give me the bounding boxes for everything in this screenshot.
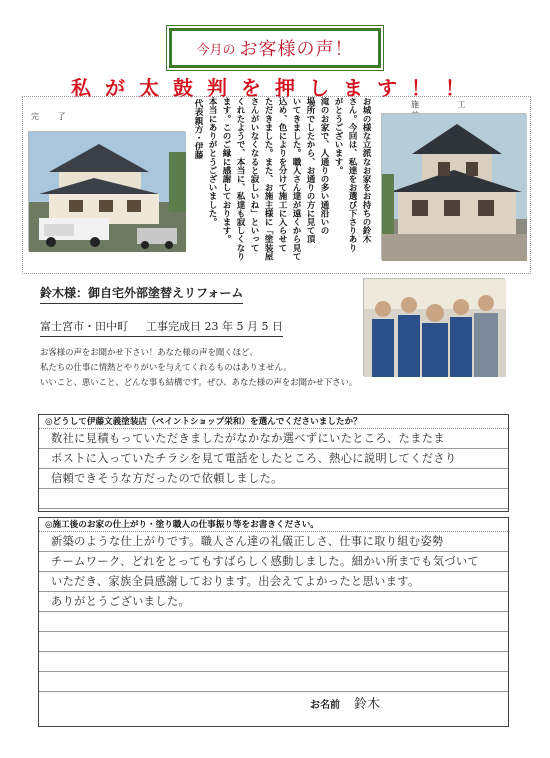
signature <box>310 693 380 712</box>
location-place: 富士宮市・田中町 <box>40 320 128 333</box>
signature-label: お名前 <box>310 700 340 711</box>
answer-2-line: いただき、家族全員感謝しております。出会えてよかったと思います。 <box>51 575 420 588</box>
answer-2-line: ありがとうございました。 <box>51 595 191 608</box>
answer-1-line: 信頼できそうな方だったので依頼しました。 <box>51 472 283 485</box>
answer-1-line: 数社に見積もっていただきましたがなかなか選べずにいたところ、たまたま <box>51 432 445 445</box>
answer-2-line: 新築のような仕上がりです。職人さん達の礼儀正しさ、仕事に取り組む姿勢 <box>51 535 444 548</box>
label-before: 施 工 <box>411 100 484 109</box>
question-1-text: ◎どうして伊藤文義塗装店（ペイントショップ栄和）を選んでくださいましたか？ <box>39 415 508 429</box>
title-box <box>169 28 381 68</box>
location-line <box>40 318 283 337</box>
answer-2-area <box>39 532 508 696</box>
question-2-text: ◎施工後のお家の仕上がり・塗り職人の仕事振り等をお書きください。 <box>39 518 508 532</box>
page-title: お客様の声！ <box>239 39 354 60</box>
house-after-image <box>29 132 186 252</box>
vertical-signature: 代表親方・伊藤 <box>193 99 203 160</box>
photo-after-house <box>28 131 185 251</box>
completion-date: 工事完成日 23 年 5 月 5 日 <box>146 320 283 333</box>
question-box-2 <box>38 517 509 727</box>
photo-section <box>22 96 531 274</box>
answer-1-area <box>39 429 508 511</box>
customer-title: 鈴木様：御自宅外部塗替えリフォーム <box>40 284 243 304</box>
title-prefix: 今月の <box>196 42 236 58</box>
label-completed: 完 了 <box>31 112 74 121</box>
photo-before-house <box>381 113 526 260</box>
intro-text: お客様の声をお聞かせ下さい！あなた様の声を聞くほど、 私たちの仕事に情熱とやりがいを与えてくれるものはありません。 いいこと、悪いこと、どんな事も結構です。ぜひ、あなた様の声をお聞かせ下さい。 <box>40 347 358 387</box>
staff-photo-image <box>364 279 506 377</box>
headline: 私が太鼓判を押します！！ <box>71 76 479 100</box>
vertical-message: お城の様な立派なお家をお持ちの鈴木 さん。今回は、私達をお選び下さりあり がとうございます。 滝のお家で、人通りの多い通沿いの 場所でしたから、お通りの方に見て頂 いてきました。職人さん達が遠くから見て 込め、色によりを分けて施工に入らせて ただきました。また、お施主様に「塗装屋 さんがいなくなると寂しいね」といって くれたようで、本当に、私達も寂しくなり ます。このご縁に感謝しております。 本当にありがとうございました。 代表親方・伊藤 <box>201 97 373 269</box>
signature-name: 鈴木 <box>354 697 381 712</box>
photo-staff-group <box>363 278 505 376</box>
answer-2-line: チームワーク、どれをとってもすばらしく感動しました。細かい所までも気づいて <box>51 555 480 568</box>
question-box-1 <box>38 414 509 512</box>
answer-1-line: ポストに入っていたチラシを見て電話をしたところ、熱心に説明してくださり <box>51 452 457 465</box>
house-before-image <box>382 114 527 261</box>
